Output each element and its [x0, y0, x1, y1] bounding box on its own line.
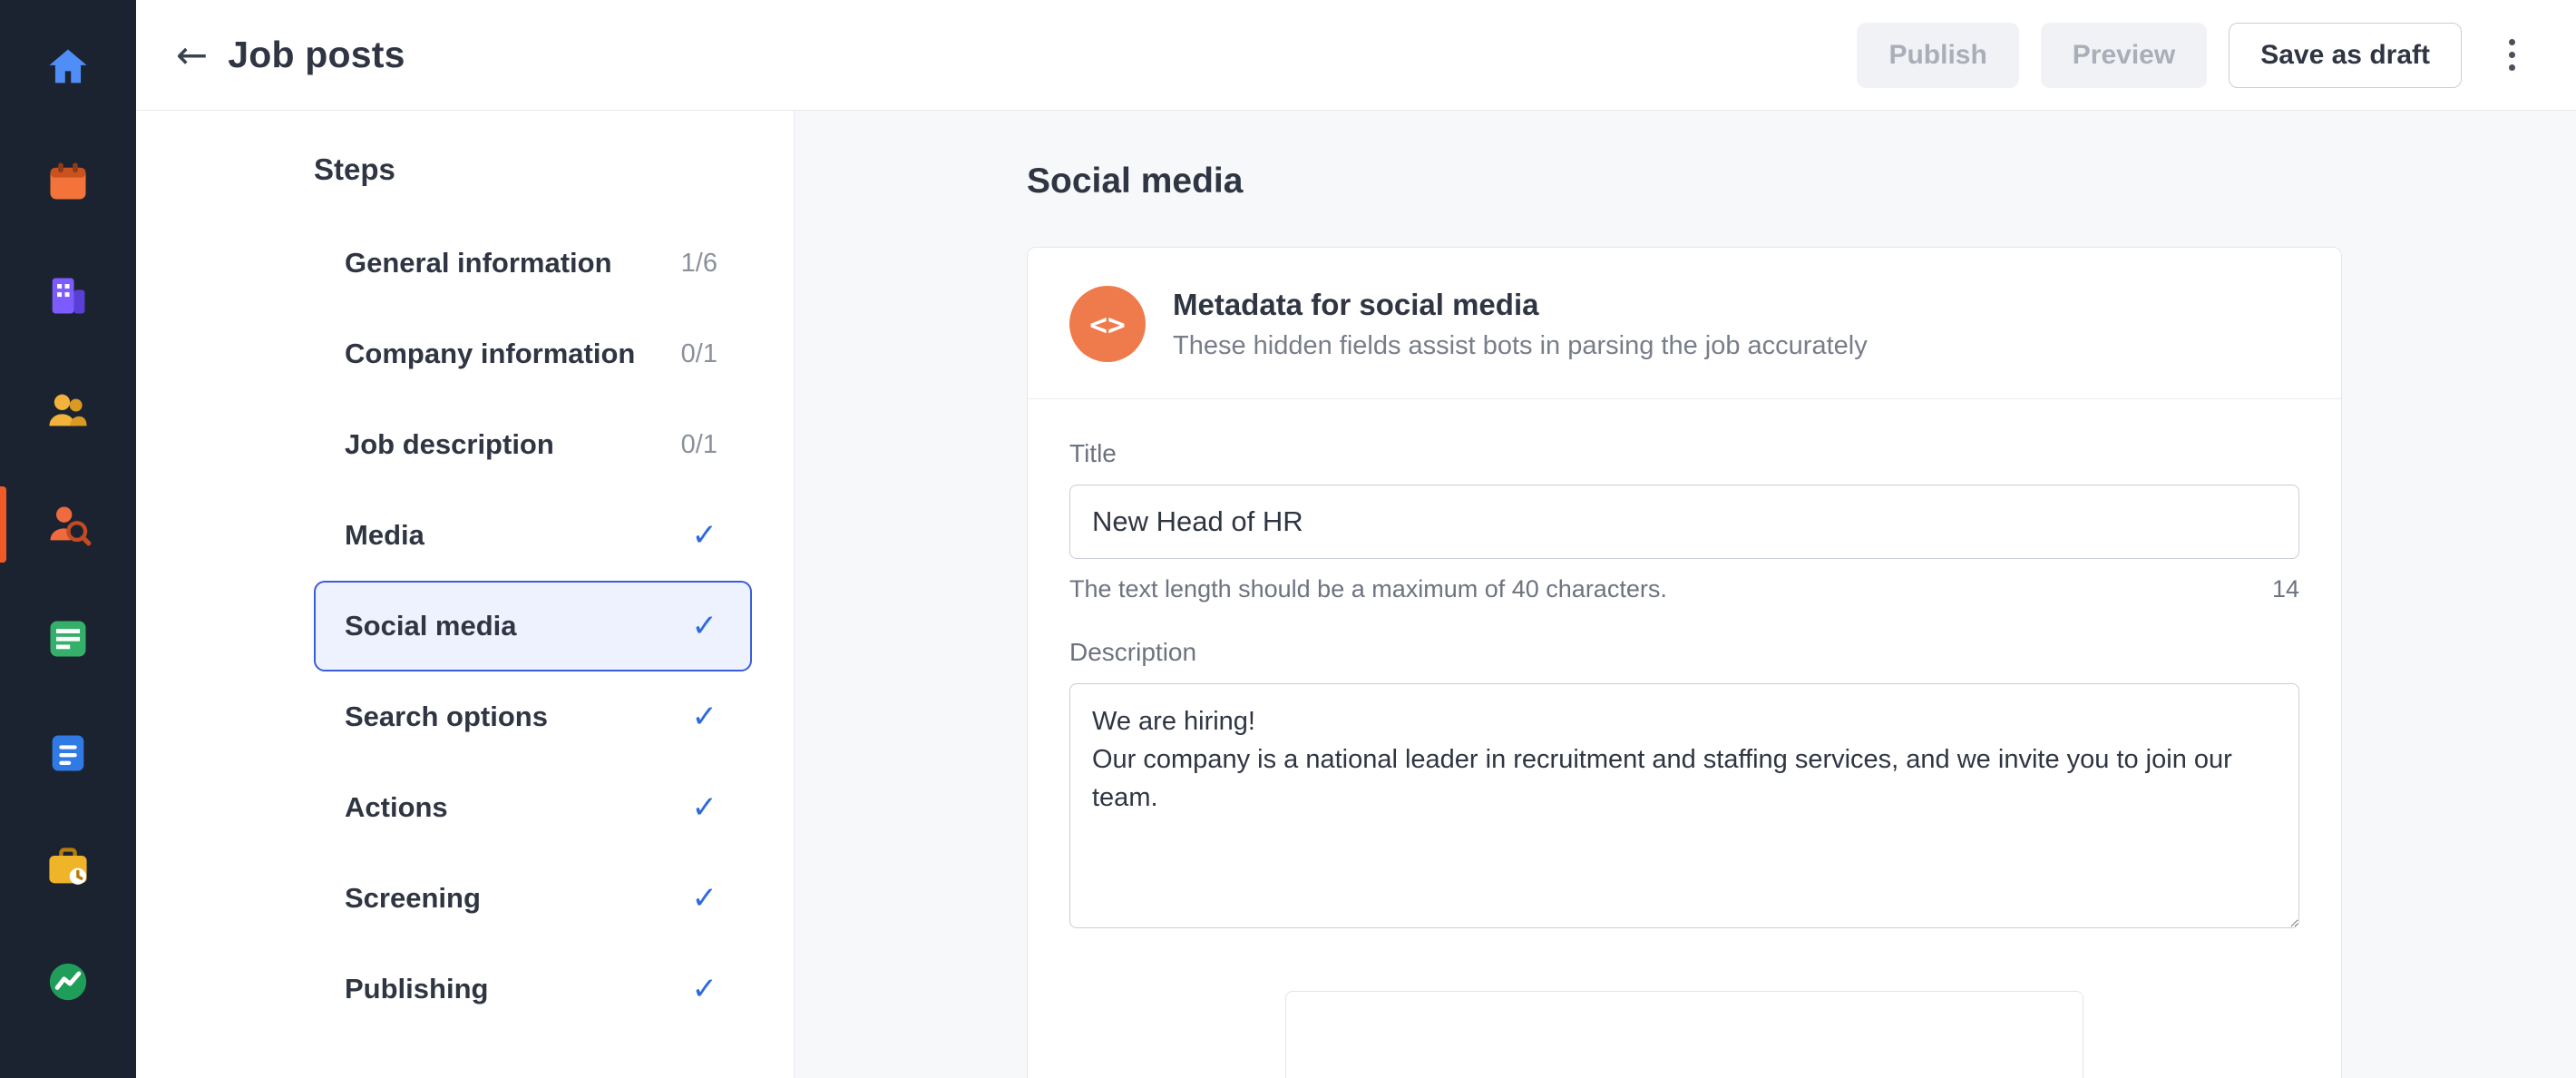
steps-heading: Steps [314, 152, 395, 186]
sidebar-item-calendar[interactable] [0, 131, 136, 232]
card-header-text [1173, 288, 1868, 361]
card-title: Metadata for social media [1173, 287, 1539, 321]
title-input[interactable] [1069, 485, 2299, 559]
step-actions[interactable] [314, 762, 752, 853]
description-field-label: Description [1069, 638, 1197, 666]
page-body [136, 111, 2576, 1078]
sidebar-item-analytics[interactable] [0, 931, 136, 1033]
media-preview-placeholder[interactable] [1285, 991, 2083, 1078]
metadata-card [1027, 247, 2342, 1078]
sidebar-item-home[interactable] [0, 16, 136, 118]
candidate-search-icon [38, 495, 98, 554]
step-job-description[interactable] [314, 399, 752, 490]
step-publishing[interactable] [314, 944, 752, 1034]
people-icon [38, 380, 98, 440]
check-icon: ✓ [691, 608, 717, 644]
home-icon [38, 37, 98, 97]
step-progress: 0/1 [680, 338, 717, 368]
step-label: Media [345, 519, 424, 551]
step-label: General information [345, 247, 612, 279]
sidebar-item-companies[interactable] [0, 245, 136, 347]
step-label: Search options [345, 701, 548, 732]
header-actions [1857, 23, 2536, 88]
analytics-icon [38, 952, 98, 1012]
company-icon [38, 266, 98, 326]
calendar-icon [38, 152, 98, 211]
app-sidebar-rail [0, 0, 136, 1078]
step-company-information[interactable] [314, 309, 752, 399]
title-field-label: Title [1069, 439, 1117, 467]
step-media[interactable] [314, 490, 752, 581]
save-as-draft-button[interactable]: Save as draft [2229, 23, 2462, 88]
back-button[interactable]: ← [176, 32, 209, 77]
preview-button[interactable]: Preview [2041, 23, 2207, 88]
title-char-counter: 14 [2271, 575, 2299, 603]
step-search-options[interactable] [314, 671, 752, 762]
description-textarea[interactable] [1069, 683, 2299, 928]
documents-icon [38, 723, 98, 783]
step-label: Screening [345, 882, 481, 914]
main-region [136, 0, 2576, 1078]
sidebar-item-time[interactable] [0, 817, 136, 918]
check-icon: ✓ [691, 880, 717, 916]
section-heading: Social media [1027, 162, 1244, 201]
check-icon: ✓ [691, 517, 717, 554]
page-header [136, 0, 2576, 111]
content-pane [795, 111, 2576, 1078]
time-tracking-icon [38, 838, 98, 897]
check-icon: ✓ [691, 699, 717, 735]
publish-button[interactable]: Publish [1857, 23, 2018, 88]
card-subtitle: These hidden fields assist bots in parsing the job accurately [1173, 330, 1868, 360]
sidebar-item-lists[interactable] [0, 588, 136, 690]
title-hint: The text length should be a maximum of 40 characters. [1069, 575, 1667, 603]
step-social-media[interactable] [314, 581, 752, 671]
step-label: Actions [345, 791, 448, 823]
more-options-icon[interactable] [2487, 23, 2536, 88]
code-brackets-icon: <> [1069, 286, 1146, 362]
step-label: Company information [345, 338, 636, 369]
title-hint-row [1069, 575, 2299, 603]
steps-pane [136, 111, 795, 1078]
step-label: Publishing [345, 973, 489, 1004]
step-progress: 1/6 [680, 248, 717, 278]
card-header [1028, 248, 2341, 399]
card-body [1028, 399, 2341, 1078]
check-icon: ✓ [691, 971, 717, 1007]
spreadsheet-icon [38, 609, 98, 669]
step-label: Job description [345, 428, 554, 460]
step-screening[interactable] [314, 853, 752, 944]
sidebar-item-job-posts[interactable] [0, 474, 136, 575]
check-icon: ✓ [691, 789, 717, 826]
step-general-information[interactable] [314, 218, 752, 309]
step-progress: 0/1 [680, 429, 717, 459]
sidebar-item-documents[interactable] [0, 702, 136, 804]
step-label: Social media [345, 610, 517, 642]
page-title: Job posts [228, 34, 405, 75]
sidebar-item-people[interactable] [0, 359, 136, 461]
